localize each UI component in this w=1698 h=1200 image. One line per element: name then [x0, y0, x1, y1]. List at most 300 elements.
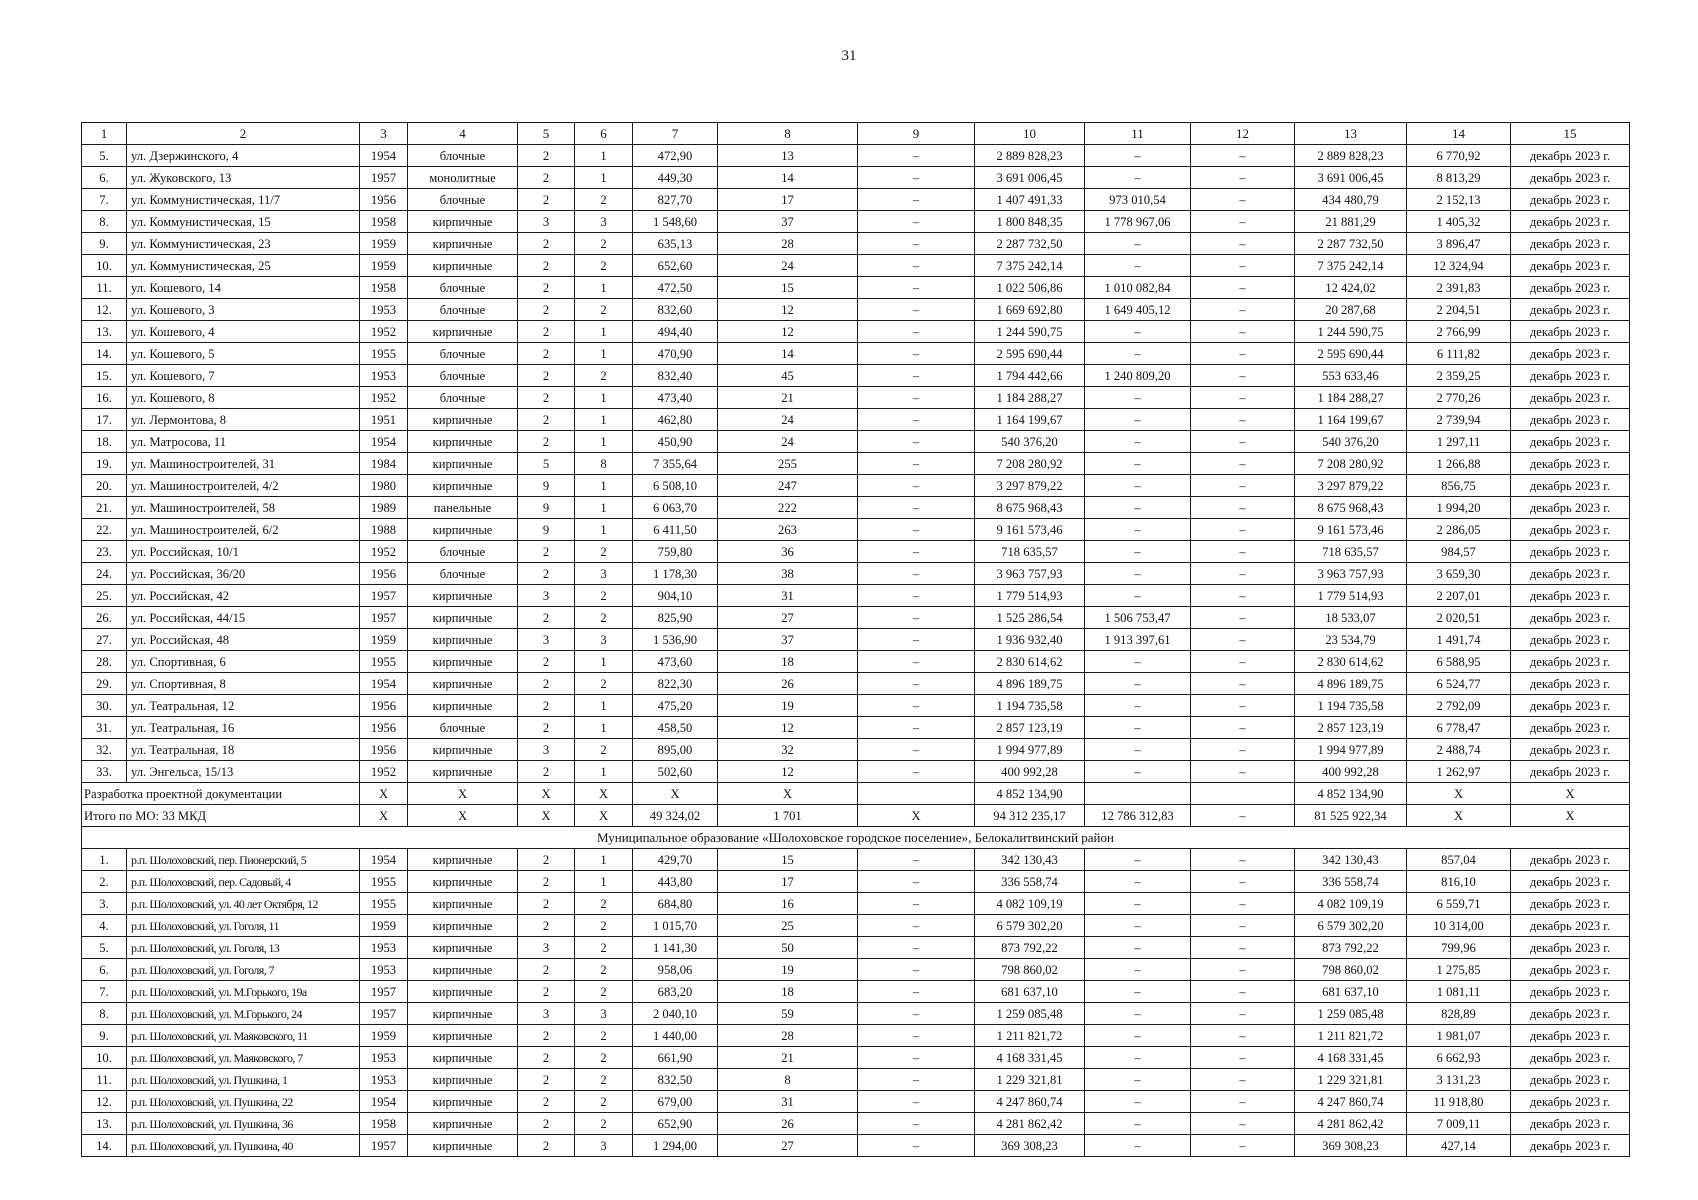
address-cell: ул. Кошевого, 8 — [127, 387, 360, 409]
column-header-12: 12 — [1191, 123, 1295, 145]
floors-cell: 2 — [518, 959, 575, 981]
cost-per-sqm-cell: 857,04 — [1407, 849, 1511, 871]
row-number-cell: 13. — [82, 1113, 127, 1135]
wall-material-cell: кирпичные — [408, 1135, 518, 1157]
table-row — [82, 299, 1630, 321]
address-cell: ул. Машиностроителей, 6/2 — [127, 519, 360, 541]
table-row — [82, 651, 1630, 673]
total-row-cell: X — [1511, 805, 1630, 827]
total-cost-cell: 1 794 442,66 — [975, 365, 1085, 387]
floors-cell: 2 — [518, 189, 575, 211]
row-number-cell: 13. — [82, 321, 127, 343]
total-row-cell: 81 525 922,34 — [1295, 805, 1407, 827]
col-11-cell: – — [1085, 409, 1191, 431]
col-13-cell: 4 168 331,45 — [1295, 1047, 1407, 1069]
col-11-cell: – — [1085, 167, 1191, 189]
year-built-cell: 1953 — [360, 1047, 408, 1069]
entrances-cell: 1 — [575, 519, 633, 541]
completion-date-cell: декабрь 2023 г. — [1511, 475, 1630, 497]
col-11-cell: – — [1085, 893, 1191, 915]
col-11-cell: 1 649 405,12 — [1085, 299, 1191, 321]
total-area-cell: 1 141,30 — [633, 937, 718, 959]
col-12-cell: – — [1191, 541, 1295, 563]
section-title: Муниципальное образование «Шолоховское городское поселение», Белокалитвинский район — [82, 827, 1630, 849]
row-number-cell: 27. — [82, 629, 127, 651]
year-built-cell: 1954 — [360, 673, 408, 695]
address-cell: р.п. Шолоховский, ул. М.Горького, 19а — [127, 981, 360, 1003]
total-area-cell: 1 294,00 — [633, 1135, 718, 1157]
completion-date-cell: декабрь 2023 г. — [1511, 695, 1630, 717]
column-header-14: 14 — [1407, 123, 1511, 145]
total-area-cell: 832,50 — [633, 1069, 718, 1091]
year-built-cell: 1953 — [360, 959, 408, 981]
floors-cell: 2 — [518, 1069, 575, 1091]
wall-material-cell: кирпичные — [408, 937, 518, 959]
row-number-cell: 7. — [82, 189, 127, 211]
floors-cell: 2 — [518, 1047, 575, 1069]
table-row — [82, 871, 1630, 893]
completion-date-cell: декабрь 2023 г. — [1511, 1025, 1630, 1047]
col-13-cell: 7 375 242,14 — [1295, 255, 1407, 277]
col-13-cell: 4 896 189,75 — [1295, 673, 1407, 695]
entrances-cell: 1 — [575, 343, 633, 365]
entrances-cell: 2 — [575, 739, 633, 761]
address-cell: ул. Спортивная, 6 — [127, 651, 360, 673]
wall-material-cell: блочные — [408, 563, 518, 585]
row-number-cell: 12. — [82, 299, 127, 321]
address-cell: ул. Кошевого, 3 — [127, 299, 360, 321]
wall-material-cell: блочные — [408, 387, 518, 409]
total-row-cell: 49 324,02 — [633, 805, 718, 827]
completion-date-cell: декабрь 2023 г. — [1511, 343, 1630, 365]
col-11-cell: – — [1085, 343, 1191, 365]
table-row — [82, 519, 1630, 541]
total-cost-cell: 336 558,74 — [975, 871, 1085, 893]
floors-cell: 2 — [518, 717, 575, 739]
col-13-cell: 1 211 821,72 — [1295, 1025, 1407, 1047]
completion-date-cell: декабрь 2023 г. — [1511, 233, 1630, 255]
table-row — [82, 409, 1630, 431]
row-number-cell: 11. — [82, 1069, 127, 1091]
completion-date-cell: декабрь 2023 г. — [1511, 277, 1630, 299]
year-built-cell: 1956 — [360, 189, 408, 211]
year-built-cell: 1952 — [360, 761, 408, 783]
total-cost-cell: 1 779 514,93 — [975, 585, 1085, 607]
total-cost-cell: 3 963 757,93 — [975, 563, 1085, 585]
year-built-cell: 1953 — [360, 1069, 408, 1091]
table-row — [82, 563, 1630, 585]
col-12-cell: – — [1191, 321, 1295, 343]
year-built-cell: 1955 — [360, 871, 408, 893]
completion-date-cell: декабрь 2023 г. — [1511, 585, 1630, 607]
total-area-cell: 822,30 — [633, 673, 718, 695]
wall-material-cell: кирпичные — [408, 629, 518, 651]
col-9-cell: – — [858, 651, 975, 673]
col-9-cell: – — [858, 673, 975, 695]
col-9-cell: – — [858, 1069, 975, 1091]
total-area-cell: 443,80 — [633, 871, 718, 893]
design-row-cell: X — [518, 783, 575, 805]
completion-date-cell: декабрь 2023 г. — [1511, 1069, 1630, 1091]
total-area-cell: 1 015,70 — [633, 915, 718, 937]
floors-cell: 2 — [518, 761, 575, 783]
col-9-cell: – — [858, 321, 975, 343]
floors-cell: 2 — [518, 431, 575, 453]
entrances-cell: 3 — [575, 1135, 633, 1157]
floors-cell: 2 — [518, 695, 575, 717]
col-12-cell: – — [1191, 453, 1295, 475]
col-13-cell: 2 595 690,44 — [1295, 343, 1407, 365]
cost-per-sqm-cell: 2 739,94 — [1407, 409, 1511, 431]
row-number-cell: 1. — [82, 849, 127, 871]
cost-per-sqm-cell: 10 314,00 — [1407, 915, 1511, 937]
col-9-cell: – — [858, 871, 975, 893]
address-cell: ул. Жуковского, 13 — [127, 167, 360, 189]
col-13-cell: 20 287,68 — [1295, 299, 1407, 321]
floors-cell: 3 — [518, 585, 575, 607]
entrances-cell: 1 — [575, 717, 633, 739]
cost-per-sqm-cell: 6 778,47 — [1407, 717, 1511, 739]
col-12-cell: – — [1191, 959, 1295, 981]
total-area-cell: 6 411,50 — [633, 519, 718, 541]
wall-material-cell: кирпичные — [408, 1069, 518, 1091]
total-area-cell: 502,60 — [633, 761, 718, 783]
completion-date-cell: декабрь 2023 г. — [1511, 299, 1630, 321]
residents-cell: 255 — [718, 453, 858, 475]
table-row — [82, 849, 1630, 871]
design-row-label: Разработка проектной документации — [82, 783, 360, 805]
col-12-cell: – — [1191, 519, 1295, 541]
cost-per-sqm-cell: 799,96 — [1407, 937, 1511, 959]
address-cell: р.п. Шолоховский, ул. М.Горького, 24 — [127, 1003, 360, 1025]
table-row — [82, 233, 1630, 255]
total-row-cell: X — [575, 805, 633, 827]
total-area-cell: 462,80 — [633, 409, 718, 431]
total-area-cell: 429,70 — [633, 849, 718, 871]
completion-date-cell: декабрь 2023 г. — [1511, 959, 1630, 981]
year-built-cell: 1951 — [360, 409, 408, 431]
col-12-cell: – — [1191, 497, 1295, 519]
floors-cell: 2 — [518, 541, 575, 563]
year-built-cell: 1959 — [360, 915, 408, 937]
address-cell: ул. Матросова, 11 — [127, 431, 360, 453]
table-row — [82, 1047, 1630, 1069]
entrances-cell: 1 — [575, 761, 633, 783]
col-11-cell: – — [1085, 717, 1191, 739]
wall-material-cell: блочные — [408, 717, 518, 739]
col-12-cell: – — [1191, 893, 1295, 915]
wall-material-cell: блочные — [408, 189, 518, 211]
total-row-cell: X — [518, 805, 575, 827]
design-row-cell: 4 852 134,90 — [1295, 783, 1407, 805]
floors-cell: 3 — [518, 211, 575, 233]
floors-cell: 2 — [518, 1091, 575, 1113]
completion-date-cell: декабрь 2023 г. — [1511, 893, 1630, 915]
design-row-cell: X — [633, 783, 718, 805]
entrances-cell: 1 — [575, 321, 633, 343]
total-cost-cell: 1 229 321,81 — [975, 1069, 1085, 1091]
col-9-cell: – — [858, 915, 975, 937]
col-11-cell: – — [1085, 519, 1191, 541]
col-9-cell: – — [858, 233, 975, 255]
col-11-cell: 1 010 082,84 — [1085, 277, 1191, 299]
col-9-cell: – — [858, 1135, 975, 1157]
residents-cell: 19 — [718, 695, 858, 717]
col-9-cell: – — [858, 761, 975, 783]
entrances-cell: 2 — [575, 607, 633, 629]
completion-date-cell: декабрь 2023 г. — [1511, 145, 1630, 167]
table-row — [82, 321, 1630, 343]
col-12-cell: – — [1191, 431, 1295, 453]
wall-material-cell: кирпичные — [408, 607, 518, 629]
table-row — [82, 629, 1630, 651]
row-number-cell: 32. — [82, 739, 127, 761]
col-11-cell: – — [1085, 1003, 1191, 1025]
entrances-cell: 2 — [575, 233, 633, 255]
floors-cell: 9 — [518, 497, 575, 519]
col-12-cell: – — [1191, 739, 1295, 761]
wall-material-cell: кирпичные — [408, 519, 518, 541]
header-row — [82, 123, 1630, 145]
col-13-cell: 8 675 968,43 — [1295, 497, 1407, 519]
col-13-cell: 3 691 006,45 — [1295, 167, 1407, 189]
residents-cell: 263 — [718, 519, 858, 541]
total-area-cell: 759,80 — [633, 541, 718, 563]
residents-cell: 26 — [718, 673, 858, 695]
total-area-cell: 1 548,60 — [633, 211, 718, 233]
wall-material-cell: кирпичные — [408, 1047, 518, 1069]
col-11-cell: – — [1085, 387, 1191, 409]
total-cost-cell: 2 595 690,44 — [975, 343, 1085, 365]
total-area-cell: 6 063,70 — [633, 497, 718, 519]
design-row-cell: X — [360, 783, 408, 805]
entrances-cell: 2 — [575, 1069, 633, 1091]
column-header-3: 3 — [360, 123, 408, 145]
total-cost-cell: 1 259 085,48 — [975, 1003, 1085, 1025]
row-number-cell: 12. — [82, 1091, 127, 1113]
table-row — [82, 761, 1630, 783]
total-cost-cell: 718 635,57 — [975, 541, 1085, 563]
residents-cell: 17 — [718, 189, 858, 211]
col-11-cell: – — [1085, 1113, 1191, 1135]
table-row — [82, 915, 1630, 937]
year-built-cell: 1953 — [360, 365, 408, 387]
residents-cell: 37 — [718, 211, 858, 233]
residents-cell: 19 — [718, 959, 858, 981]
year-built-cell: 1956 — [360, 717, 408, 739]
col-9-cell: – — [858, 937, 975, 959]
col-9-cell: – — [858, 145, 975, 167]
col-11-cell: 1 913 397,61 — [1085, 629, 1191, 651]
col-13-cell: 369 308,23 — [1295, 1135, 1407, 1157]
col-12-cell: – — [1191, 365, 1295, 387]
residents-cell: 25 — [718, 915, 858, 937]
entrances-cell: 2 — [575, 981, 633, 1003]
total-cost-cell: 4 082 109,19 — [975, 893, 1085, 915]
residents-cell: 18 — [718, 651, 858, 673]
completion-date-cell: декабрь 2023 г. — [1511, 497, 1630, 519]
row-number-cell: 23. — [82, 541, 127, 563]
cost-per-sqm-cell: 427,14 — [1407, 1135, 1511, 1157]
table-row — [82, 717, 1630, 739]
col-9-cell: – — [858, 1025, 975, 1047]
address-cell: р.п. Шолоховский, пер. Садовый, 4 — [127, 871, 360, 893]
col-9-cell: – — [858, 299, 975, 321]
col-12-cell: – — [1191, 387, 1295, 409]
total-cost-cell: 540 376,20 — [975, 431, 1085, 453]
table-row — [82, 1091, 1630, 1113]
wall-material-cell: кирпичные — [408, 255, 518, 277]
completion-date-cell: декабрь 2023 г. — [1511, 321, 1630, 343]
total-cost-cell: 2 889 828,23 — [975, 145, 1085, 167]
cost-per-sqm-cell: 984,57 — [1407, 541, 1511, 563]
col-9-cell: – — [858, 277, 975, 299]
total-cost-cell: 369 308,23 — [975, 1135, 1085, 1157]
row-number-cell: 5. — [82, 937, 127, 959]
column-header-13: 13 — [1295, 123, 1407, 145]
row-number-cell: 14. — [82, 343, 127, 365]
cost-per-sqm-cell: 6 662,93 — [1407, 1047, 1511, 1069]
address-cell: ул. Театральная, 16 — [127, 717, 360, 739]
floors-cell: 2 — [518, 981, 575, 1003]
residents-cell: 31 — [718, 585, 858, 607]
total-cost-cell: 1 669 692,80 — [975, 299, 1085, 321]
floors-cell: 2 — [518, 167, 575, 189]
col-12-cell: – — [1191, 607, 1295, 629]
total-area-cell: 494,40 — [633, 321, 718, 343]
residents-cell: 26 — [718, 1113, 858, 1135]
row-number-cell: 6. — [82, 167, 127, 189]
col-9-cell: – — [858, 409, 975, 431]
year-built-cell: 1959 — [360, 255, 408, 277]
residents-cell: 24 — [718, 255, 858, 277]
total-area-cell: 473,60 — [633, 651, 718, 673]
address-cell: ул. Энгельса, 15/13 — [127, 761, 360, 783]
total-area-cell: 2 040,10 — [633, 1003, 718, 1025]
year-built-cell: 1957 — [360, 607, 408, 629]
year-built-cell: 1988 — [360, 519, 408, 541]
col-12-cell: – — [1191, 695, 1295, 717]
row-number-cell: 33. — [82, 761, 127, 783]
total-area-cell: 958,06 — [633, 959, 718, 981]
address-cell: р.п. Шолоховский, ул. 40 лет Октября, 12 — [127, 893, 360, 915]
table-row — [82, 981, 1630, 1003]
row-number-cell: 28. — [82, 651, 127, 673]
col-9-cell: – — [858, 563, 975, 585]
residents-cell: 247 — [718, 475, 858, 497]
row-number-cell: 14. — [82, 1135, 127, 1157]
total-cost-cell: 9 161 573,46 — [975, 519, 1085, 541]
row-number-cell: 9. — [82, 233, 127, 255]
table-row — [82, 585, 1630, 607]
row-number-cell: 5. — [82, 145, 127, 167]
col-9-cell: – — [858, 497, 975, 519]
residents-cell: 50 — [718, 937, 858, 959]
wall-material-cell: кирпичные — [408, 673, 518, 695]
cost-per-sqm-cell: 3 896,47 — [1407, 233, 1511, 255]
entrances-cell: 1 — [575, 871, 633, 893]
col-9-cell: – — [858, 1113, 975, 1135]
col-13-cell: 2 830 614,62 — [1295, 651, 1407, 673]
column-header-2: 2 — [127, 123, 360, 145]
total-area-cell: 684,80 — [633, 893, 718, 915]
col-12-cell: – — [1191, 1113, 1295, 1135]
residents-cell: 13 — [718, 145, 858, 167]
wall-material-cell: кирпичные — [408, 695, 518, 717]
total-cost-cell: 3 297 879,22 — [975, 475, 1085, 497]
col-12-cell: – — [1191, 915, 1295, 937]
entrances-cell: 8 — [575, 453, 633, 475]
year-built-cell: 1953 — [360, 299, 408, 321]
section-title-row — [82, 827, 1630, 849]
table-row — [82, 387, 1630, 409]
completion-date-cell: декабрь 2023 г. — [1511, 871, 1630, 893]
residents-cell: 15 — [718, 277, 858, 299]
col-13-cell: 1 164 199,67 — [1295, 409, 1407, 431]
residents-cell: 32 — [718, 739, 858, 761]
row-number-cell: 2. — [82, 871, 127, 893]
floors-cell: 5 — [518, 453, 575, 475]
col-12-cell: – — [1191, 1069, 1295, 1091]
col-13-cell: 6 579 302,20 — [1295, 915, 1407, 937]
total-area-cell: 661,90 — [633, 1047, 718, 1069]
col-12-cell: – — [1191, 585, 1295, 607]
col-9-cell: – — [858, 475, 975, 497]
address-cell: ул. Коммунистическая, 15 — [127, 211, 360, 233]
completion-date-cell: декабрь 2023 г. — [1511, 541, 1630, 563]
residents-cell: 222 — [718, 497, 858, 519]
col-11-cell: – — [1085, 959, 1191, 981]
total-area-cell: 7 355,64 — [633, 453, 718, 475]
cost-per-sqm-cell: 2 488,74 — [1407, 739, 1511, 761]
address-cell: ул. Машиностроителей, 58 — [127, 497, 360, 519]
cost-per-sqm-cell: 2 286,05 — [1407, 519, 1511, 541]
col-9-cell: – — [858, 387, 975, 409]
entrances-cell: 2 — [575, 915, 633, 937]
wall-material-cell: кирпичные — [408, 1025, 518, 1047]
col-13-cell: 553 633,46 — [1295, 365, 1407, 387]
address-cell: ул. Лермонтова, 8 — [127, 409, 360, 431]
col-12-cell: – — [1191, 849, 1295, 871]
year-built-cell: 1954 — [360, 849, 408, 871]
total-area-cell: 904,10 — [633, 585, 718, 607]
residents-cell: 21 — [718, 1047, 858, 1069]
design-documentation-row — [82, 783, 1630, 805]
row-number-cell: 11. — [82, 277, 127, 299]
residents-cell: 21 — [718, 387, 858, 409]
total-area-cell: 475,20 — [633, 695, 718, 717]
column-header-5: 5 — [518, 123, 575, 145]
residents-cell: 28 — [718, 233, 858, 255]
entrances-cell: 1 — [575, 167, 633, 189]
col-11-cell: – — [1085, 849, 1191, 871]
table-row — [82, 145, 1630, 167]
col-11-cell: – — [1085, 673, 1191, 695]
total-cost-cell: 1 194 735,58 — [975, 695, 1085, 717]
row-number-cell: 18. — [82, 431, 127, 453]
address-cell: ул. Кошевого, 4 — [127, 321, 360, 343]
table-row — [82, 695, 1630, 717]
wall-material-cell: кирпичные — [408, 849, 518, 871]
cost-per-sqm-cell: 2 770,26 — [1407, 387, 1511, 409]
year-built-cell: 1956 — [360, 695, 408, 717]
wall-material-cell: кирпичные — [408, 585, 518, 607]
col-9-cell: – — [858, 1003, 975, 1025]
col-12-cell: – — [1191, 189, 1295, 211]
wall-material-cell: кирпичные — [408, 981, 518, 1003]
total-row-label: Итого по МО: 33 МКД — [82, 805, 360, 827]
table-row — [82, 189, 1630, 211]
